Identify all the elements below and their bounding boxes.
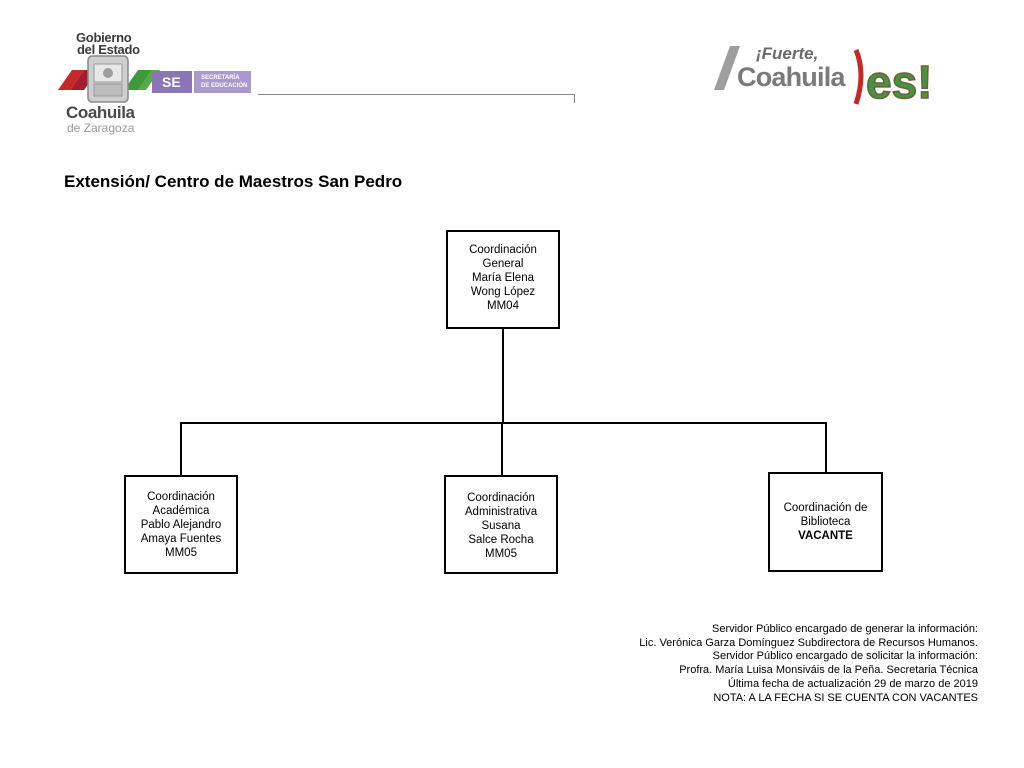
node-line: MM05	[485, 548, 517, 560]
connector-child-1	[180, 422, 182, 475]
node-line: Susana	[481, 520, 521, 532]
node-line: Coordinación	[467, 492, 535, 504]
connector-child-3	[825, 422, 827, 472]
page-title: Extensión/ Centro de Maestros San Pedro	[64, 172, 403, 191]
node-line: Coordinación	[469, 244, 537, 256]
del-estado-text: del Estado	[77, 42, 140, 57]
node-line: Salce Rocha	[468, 534, 534, 546]
node-line: Administrativa	[464, 506, 538, 518]
coahuila-slogan-text: Coahuila	[737, 62, 845, 92]
footer-line: Servidor Público encargado de solicitar la información:	[712, 650, 978, 663]
es-logo-icon	[852, 44, 956, 110]
footer-info	[639, 623, 978, 705]
footer-line: Servidor Público encargado de generar la información:	[712, 623, 978, 635]
org-node-coordinacion-biblioteca	[768, 472, 883, 572]
coahuila-text: Coahuila	[66, 103, 135, 122]
header-divider-tick	[574, 94, 575, 103]
de-zaragoza-text: de Zaragoza	[67, 121, 135, 135]
fuerte-text: ¡Fuerte,	[756, 44, 819, 63]
footer-line: NOTA: A LA FECHA SI SE CUENTA CON VACANTES	[713, 691, 978, 704]
org-node-coordinacion-administrativa	[444, 475, 558, 574]
footer-line: Lic. Verónica Garza Domínguez Subdirectora de Recursos Humanos.	[639, 636, 978, 649]
node-line: Pablo Alejandro	[140, 518, 222, 531]
node-line: Coordinación de	[783, 502, 868, 514]
node-line: María Elena	[471, 272, 534, 284]
node-line: Biblioteca	[800, 516, 851, 528]
node-line: Amaya Fuentes	[140, 532, 222, 545]
org-node-coordinacion-general	[446, 230, 560, 329]
es-logo-text: es!	[866, 56, 933, 108]
se-line1: SECRETARÍA	[201, 75, 240, 81]
connector-horizontal	[180, 422, 826, 424]
footer-line: Profra. María Luisa Monsiváis de la Peña. Secretaria Técnica	[679, 664, 978, 677]
connector-root-down	[502, 329, 504, 423]
vacancy-status: VACANTE	[798, 530, 853, 542]
node-line: Wong López	[470, 286, 536, 298]
node-line: MM04	[487, 300, 519, 312]
header-divider	[258, 94, 575, 95]
node-line: Académica	[152, 504, 210, 517]
connector-child-2	[501, 422, 503, 475]
gobierno-text: Gobierno	[76, 30, 132, 45]
secretaria-educacion-label	[194, 71, 251, 93]
node-line: MM05	[165, 546, 197, 559]
node-line: General	[482, 258, 524, 270]
footer-line: Última fecha de actualización 29 de marzo de 2019	[727, 677, 978, 690]
se-badge: SE	[152, 71, 192, 93]
se-line2: DE EDUCACIÓN	[201, 83, 248, 89]
org-node-coordinacion-academica	[124, 475, 238, 574]
node-line: Coordinación	[147, 490, 215, 503]
